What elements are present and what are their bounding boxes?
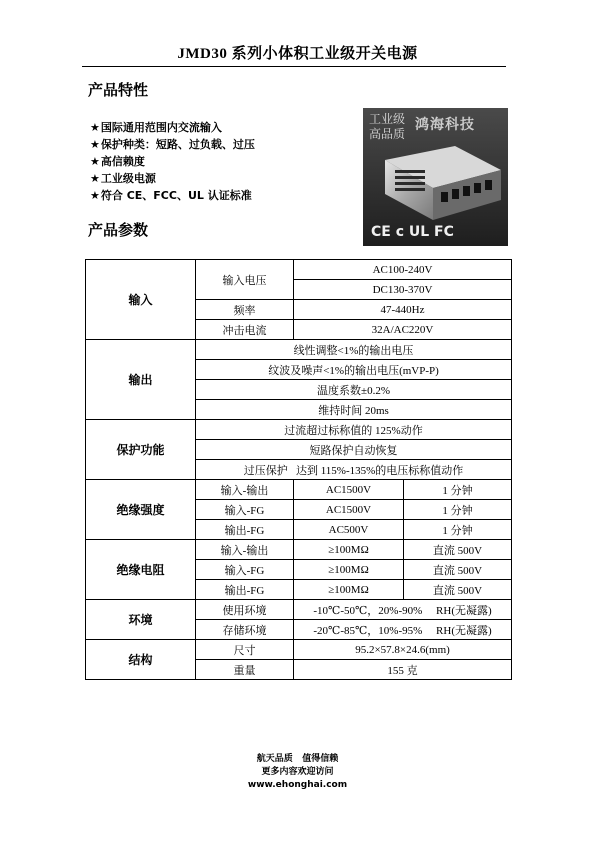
- group-output: 输出: [86, 340, 196, 420]
- resistance-item: 输入-输出: [196, 540, 294, 560]
- strength-time: 1 分钟: [404, 500, 512, 520]
- footer-website-link[interactable]: www.ehonghai.com: [247, 780, 348, 790]
- strength-time: 1 分钟: [404, 480, 512, 500]
- resistance-value: ≥100MΩ: [294, 560, 404, 580]
- output-spec: 温度系数±0.2%: [196, 380, 512, 400]
- strength-item: 输入-FG: [196, 500, 294, 520]
- certification-marks: CE c UL FC: [371, 224, 454, 240]
- protection-spec: 过压保护 达到 115%-135%的电压标称值动作: [196, 460, 512, 480]
- title-rule: [82, 66, 506, 67]
- frequency-value: 47-440Hz: [294, 300, 512, 320]
- environment-value: -10℃-50℃，20%-90% RH(无凝露): [294, 600, 512, 620]
- footer-slogan: 航天品质 值得信赖: [256, 754, 339, 764]
- output-spec: 维持时间 20ms: [196, 400, 512, 420]
- star-icon: ★: [90, 138, 100, 151]
- feature-item: ★高信赖度: [90, 155, 145, 168]
- table-row: [86, 340, 512, 360]
- product-photo: [363, 108, 508, 246]
- environment-value: -20℃-85℃，10%-95% RH(无凝露): [294, 620, 512, 640]
- size-value: 95.2×57.8×24.6(mm): [294, 640, 512, 660]
- frequency-label: 频率: [196, 300, 294, 320]
- weight-label: 重量: [196, 660, 294, 680]
- table-row: [86, 600, 512, 620]
- image-caption-quality: 工业级: [369, 112, 406, 126]
- group-input: 输入: [86, 260, 196, 340]
- input-voltage-ac: AC100-240V: [294, 260, 512, 280]
- brand-logo-text: 鸿海科技: [415, 117, 475, 133]
- group-environment: 环境: [86, 600, 196, 640]
- feature-item: ★符合 CE、FCC、UL 认证标准: [90, 189, 252, 202]
- strength-time: 1 分钟: [404, 520, 512, 540]
- table-row: [86, 420, 512, 440]
- strength-value: AC500V: [294, 520, 404, 540]
- protection-spec: 短路保护自动恢复: [196, 440, 512, 460]
- table-row: [86, 540, 512, 560]
- resistance-item: 输出-FG: [196, 580, 294, 600]
- feature-item: ★国际通用范围内交流输入: [90, 121, 222, 134]
- environment-item: 使用环境: [196, 600, 294, 620]
- star-icon: ★: [90, 172, 100, 185]
- output-spec: 纹波及噪声<1%的输出电压(mVP-P): [196, 360, 512, 380]
- document-title: JMD30 系列小体积工业级开关电源: [177, 46, 418, 62]
- strength-value: AC1500V: [294, 480, 404, 500]
- star-icon: ★: [90, 121, 100, 134]
- input-voltage-label: 输入电压: [196, 260, 294, 300]
- protection-spec: 过流超过标称值的 125%动作: [196, 420, 512, 440]
- resistance-value: ≥100MΩ: [294, 580, 404, 600]
- strength-item: 输入-输出: [196, 480, 294, 500]
- group-structure: 结构: [86, 640, 196, 680]
- table-row: [86, 640, 512, 660]
- resistance-condition: 直流 500V: [404, 560, 512, 580]
- feature-item: ★工业级电源: [90, 172, 156, 185]
- footer: [0, 753, 595, 792]
- feature-list: [90, 119, 255, 204]
- table-row: [86, 260, 512, 280]
- star-icon: ★: [90, 189, 100, 202]
- surge-label: 冲击电流: [196, 320, 294, 340]
- surge-value: 32A/AC220V: [294, 320, 512, 340]
- resistance-condition: 直流 500V: [404, 540, 512, 560]
- environment-item: 存储环境: [196, 620, 294, 640]
- input-voltage-dc: DC130-370V: [294, 280, 512, 300]
- weight-value: 155 克: [294, 660, 512, 680]
- params-heading: 产品参数: [88, 221, 149, 239]
- footer-visit-text: 更多内容欢迎访问: [261, 767, 334, 777]
- group-insulation-strength: 绝缘强度: [86, 480, 196, 540]
- size-label: 尺寸: [196, 640, 294, 660]
- star-icon: ★: [90, 155, 100, 168]
- group-protection: 保护功能: [86, 420, 196, 480]
- table-row: [86, 480, 512, 500]
- strength-item: 输出-FG: [196, 520, 294, 540]
- resistance-value: ≥100MΩ: [294, 540, 404, 560]
- image-caption-grade: 高品质: [369, 127, 406, 141]
- resistance-condition: 直流 500V: [404, 580, 512, 600]
- strength-value: AC1500V: [294, 500, 404, 520]
- features-heading: 产品特性: [88, 81, 149, 99]
- params-table: [85, 259, 512, 680]
- output-spec: 线性调整<1%的输出电压: [196, 340, 512, 360]
- resistance-item: 输入-FG: [196, 560, 294, 580]
- group-insulation-resistance: 绝缘电阻: [86, 540, 196, 600]
- feature-item: ★保护种类：短路、过负载、过压: [90, 138, 255, 151]
